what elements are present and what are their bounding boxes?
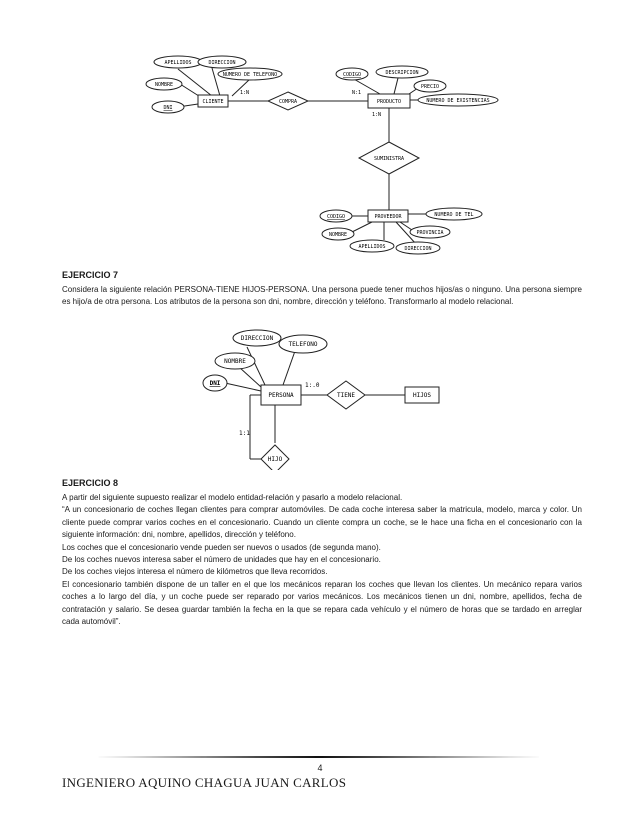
ejercicio-8-paragraph-4: De los coches nuevos interesa saber el número de unidades que hay en el concesionario.: [62, 554, 381, 564]
ejercicio-8-paragraph-1: A partir del siguiente supuesto realizar el modelo entidad-relación y pasarlo a modelo relacional.: [62, 493, 403, 502]
entity-cliente-label: CLIENTE: [202, 99, 224, 105]
ejercicio-8-paragraph-2: “A un concesionario de coches llegan clientes para comprar automóviles. De cada coche interesa saber la matricula, modelo, marca y color. Un cliente puede comprar varios coches en el concesionario. Cuando un cliente compra un coche, se le hace una ficha en el concesionario con la siguiente información: dni, nombre, apellidos, dirección y teléfono.: [62, 505, 582, 540]
ejercicio-7-heading: EJERCICIO 7: [62, 270, 119, 280]
relation-hijo-label: HIJO: [267, 456, 283, 463]
ejercicio-7-text: [62, 284, 582, 309]
page-number: 4: [317, 763, 323, 773]
entity-producto-label: PRODUCTO: [376, 99, 402, 105]
attr-apellidos-prov-label: APELLIDOS: [358, 244, 386, 250]
attr-nombre-label: NOMBRE: [154, 82, 174, 88]
attr-apellidos-label: APELLIDOS: [164, 60, 192, 66]
ejercicio-8-paragraph-5: De los coches viejos interesa el número de kilómetros que lleva recorridos.: [62, 567, 328, 577]
attr-dni-label: DNI: [163, 105, 173, 111]
entity-proveedor-label: PROVEEDOR: [374, 214, 402, 220]
ejercicio-8-text: [62, 492, 582, 628]
attr-dni-persona-label: DNI: [209, 380, 221, 387]
attr-direccion-prov-label: DIRECCION: [404, 246, 432, 252]
er-diagram-cliente-producto: [140, 52, 510, 264]
entity-persona-label: PERSONA: [268, 392, 294, 399]
attr-direccion-label: DIRECCION: [208, 60, 236, 66]
entity-hijos-label: HIJOS: [412, 392, 432, 399]
card-tiene: 1:.0: [305, 382, 320, 389]
relation-suministra-label: SUMINISTRA: [373, 156, 405, 162]
card-producto-suministra: 1:N: [372, 112, 382, 118]
ejercicio-8-paragraph-6: El concesionario también dispone de un taller en el que los mecánicos reparan los coches que llevan los clientes. Un mecánico repara varios coches a lo largo del día, y un coche puede ser reparado por varios mecánicos. Los mecánicos tienen un dni, nombre, apellidos, fecha de contratación y salario. Se desea guardar también la fecha en la que se repara cada vehículo y el número de horas que se tardado en arreglar cada automóvil”.: [62, 579, 582, 626]
attr-numero-telefono-label: NUMERO DE TELEFONO: [222, 72, 278, 78]
card-cliente-compra: 1:N: [240, 90, 250, 96]
attr-codigo-prod-label: CODIGO: [342, 72, 362, 78]
footer-author: INGENIERO AQUINO CHAGUA JUAN CARLOS: [62, 775, 347, 790]
relation-compra-label: COMPRA: [278, 99, 298, 105]
attr-codigo-prov-label: CODIGO: [326, 214, 346, 220]
footer-divider: [95, 756, 543, 758]
attr-nombre-prov-label: NOMBRE: [328, 232, 348, 238]
er-diagram-persona-hijos: [195, 325, 445, 470]
ejercicio-8-paragraph-3: Los coches que el concesionario vende pueden ser nuevos o usados (de segunda mano).: [62, 542, 381, 552]
attr-direccion-persona-label: DIRECCION: [240, 335, 274, 342]
attr-nombre-persona-label: NOMBRE: [224, 358, 246, 365]
card-compra-producto: N:1: [352, 90, 362, 96]
ejercicio-7-paragraph: Considera la siguiente relación PERSONA-TIENE HIJOS-PERSONA. Una persona puede tener muchos hijos/as o ninguno. Una persona siempre es hijo/a de otra persona. Los atributos de la persona son dni, nombre, dirección y teléfono. Transformarlo al modelo relacional.: [62, 285, 582, 307]
attr-telefono-persona-label: TELEFONO: [288, 341, 318, 348]
attr-descripcion-label: DESCRIPCION: [385, 70, 419, 76]
attr-numero-tel-label: NUMERO DE TEL: [434, 212, 474, 218]
ejercicio-8-heading: EJERCICIO 8: [62, 478, 119, 488]
card-hijo: 1:1: [239, 430, 250, 437]
attr-provincia-label: PROVINCIA: [416, 230, 444, 236]
relation-tiene-label: TIENE: [336, 392, 356, 399]
attr-numero-existencias-label: NUMERO DE EXISTENCIAS: [426, 98, 490, 104]
attr-precio-label: PRECIO: [420, 84, 440, 90]
